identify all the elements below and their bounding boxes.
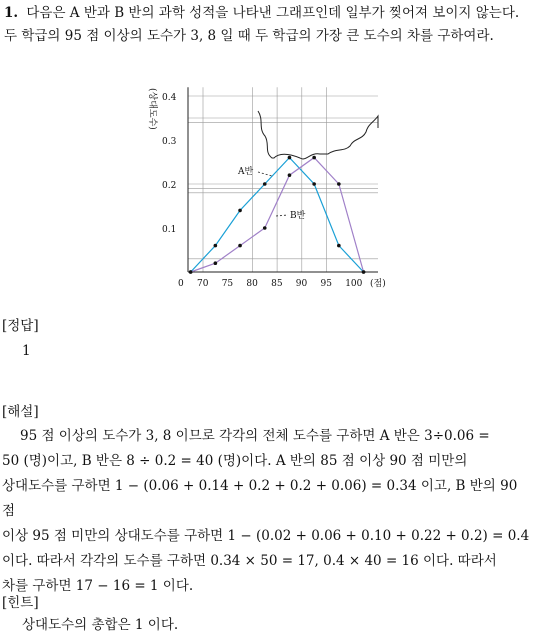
leader-line-b bbox=[276, 215, 288, 216]
x-tick-label: 95 bbox=[320, 279, 332, 289]
x-tick-label: 0 bbox=[178, 279, 184, 289]
x-tick-label: 90 bbox=[295, 279, 308, 289]
x-tick-label: 70 bbox=[197, 279, 209, 289]
x-tick-label: 80 bbox=[246, 279, 258, 289]
x-tick-label: 75 bbox=[221, 279, 234, 289]
explanation-line: 95 점 이상의 도수가 3, 8 이므로 각각의 전체 도수를 구하면 A 반은 3÷0.06 = bbox=[20, 428, 490, 444]
data-point bbox=[214, 244, 218, 248]
data-point bbox=[337, 244, 341, 248]
explanation-line: 이다. 따라서 각각의 도수를 구하면 0.34 × 50 = 17, 0.4 × 40 = 16 이다. 따라서 bbox=[2, 553, 497, 569]
leader-line-a bbox=[258, 172, 272, 176]
hint-label: [힌트] bbox=[2, 595, 39, 611]
problem-number: 1. bbox=[4, 5, 19, 21]
series-label-b: B반 bbox=[290, 211, 306, 221]
explanation-line: 상대도수를 구하면 1 − (0.06 + 0.14 + 0.2 + 0.2 + 0.06) = 0.34 이고, B 반의 90 점 bbox=[2, 478, 518, 519]
data-point bbox=[312, 156, 316, 160]
y-tick-label: 0.1 bbox=[162, 225, 177, 235]
data-point bbox=[263, 226, 267, 230]
data-point bbox=[238, 244, 242, 248]
x-tick-label: 85 bbox=[271, 279, 283, 289]
data-point bbox=[288, 173, 292, 177]
answer-label: [정답] bbox=[2, 318, 39, 334]
series-label-a: A반 bbox=[238, 167, 254, 177]
explanation-body bbox=[2, 424, 532, 599]
x-axis-label: (점) bbox=[370, 279, 386, 289]
x-tick-label: 100 bbox=[345, 279, 363, 289]
hint-text: 상대도수의 총합은 1 이다. bbox=[22, 617, 179, 633]
explanation-line: 차를 구하면 17 − 16 = 1 이다. bbox=[2, 578, 194, 594]
data-point bbox=[238, 209, 242, 213]
problem-statement bbox=[4, 2, 530, 47]
explanation-line: 50 (명)이고, B 반은 8 ÷ 0.2 = 40 (명)이다. A 반의 85 점 이상 90 점 미만의 bbox=[2, 453, 468, 469]
data-point bbox=[263, 182, 267, 186]
answer-value: 1 bbox=[22, 343, 31, 359]
data-point bbox=[288, 156, 292, 160]
problem-text: 다음은 A 반과 B 반의 과학 성적을 나타낸 그래프인데 일부가 찢어져 보이지 않는다. 두 학급의 95 점 이상의 도수가 3, 8 일 때 두 학급의 가장 큰 도수의 차를 구하여라. bbox=[4, 5, 520, 44]
data-point bbox=[337, 182, 341, 186]
explanation-line: 이상 95 점 미만의 상대도수를 구하면 1 − (0.02 + 0.06 + 0.10 + 0.22 + 0.2) = 0.4 bbox=[2, 528, 530, 544]
y-tick-label: 0.2 bbox=[162, 181, 177, 191]
data-point bbox=[312, 182, 316, 186]
data-point bbox=[189, 270, 193, 274]
explanation-label: [해설] bbox=[2, 404, 39, 420]
relative-frequency-chart bbox=[140, 78, 395, 298]
data-point bbox=[214, 261, 218, 265]
y-tick-label: 0.4 bbox=[162, 93, 177, 103]
data-point bbox=[362, 270, 366, 274]
y-axis-label: (상대도수) bbox=[147, 88, 157, 130]
y-tick-label: 0.3 bbox=[162, 137, 177, 147]
